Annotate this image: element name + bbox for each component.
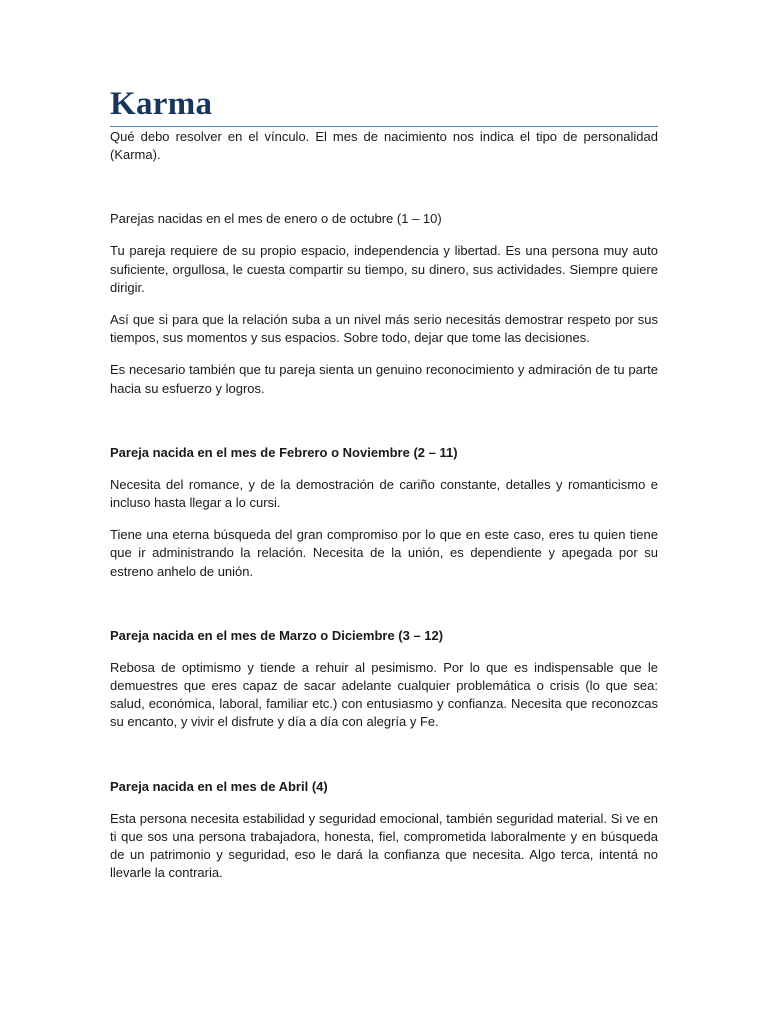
section-paragraph: Así que si para que la relación suba a un nivel más serio necesitás demostrar respeto por sus tiempos, sus momentos y sus espacios. Sobre todo, dejar que tome las decisiones.: [110, 312, 658, 346]
section-paragraph: Necesita del romance, y de la demostración de cariño constante, detalles y romanticismo e incluso hasta llegar a lo cursi.: [110, 476, 658, 511]
section-heading-enero-octubre: Parejas nacidas en el mes de enero o de octubre (1 – 10): [110, 211, 442, 227]
section-paragraph: Tiene una eterna búsqueda del gran compromiso por lo que en este caso, eres tu quien tiene que ir administrando la relación. Necesita de la unión, es dependiente y apegada por su estreno anhelo de unión.: [110, 527, 658, 579]
section-paragraph: Esta persona necesita estabilidad y seguridad emocional, también seguridad material. Si ve en ti que sos una persona trabajadora, honesta, fiel, comprometida laboralmente y en búsqueda de un patrimonio y seguridad, eso le dará la confianza que necesita. Algo terca, intentá no llevarle la contraria.: [110, 810, 658, 881]
intro-paragraph: Qué debo resolver en el vínculo. El mes de nacimiento nos indica el tipo de personalidad (Karma).: [110, 129, 658, 163]
document-page: [110, 84, 658, 882]
section-heading-febrero-noviembre: Pareja nacida en el mes de Febrero o Noviembre (2 – 11): [110, 444, 458, 460]
section-paragraph: Es necesario también que tu pareja sienta un genuino reconocimiento y admiración de tu parte hacia su esfuerzo y logros.: [110, 362, 658, 396]
document-title: Karma: [110, 84, 658, 127]
section-heading-abril: Pareja nacida en el mes de Abril (4): [110, 778, 328, 794]
section-paragraph: Rebosa de optimismo y tiende a rehuir al pesimismo. Por lo que es indispensable que le demuestres que eres capaz de sacar adelante cualquier problemática o crisis (lo que sea: salud, económica, laboral, familiar etc.) con entusiasmo y confianza. Necesita que reconozcas su encanto, y vivir el disfrute y día a día con alegría y Fe.: [110, 659, 658, 730]
section-paragraph: Tu pareja requiere de su propio espacio, independencia y libertad. Es una persona muy auto suficiente, orgullosa, le cuesta compartir su tiempo, su dinero, sus actividades. Siempre quiere dirigir.: [110, 243, 658, 295]
section-heading-marzo-diciembre: Pareja nacida en el mes de Marzo o Diciembre (3 – 12): [110, 627, 444, 643]
